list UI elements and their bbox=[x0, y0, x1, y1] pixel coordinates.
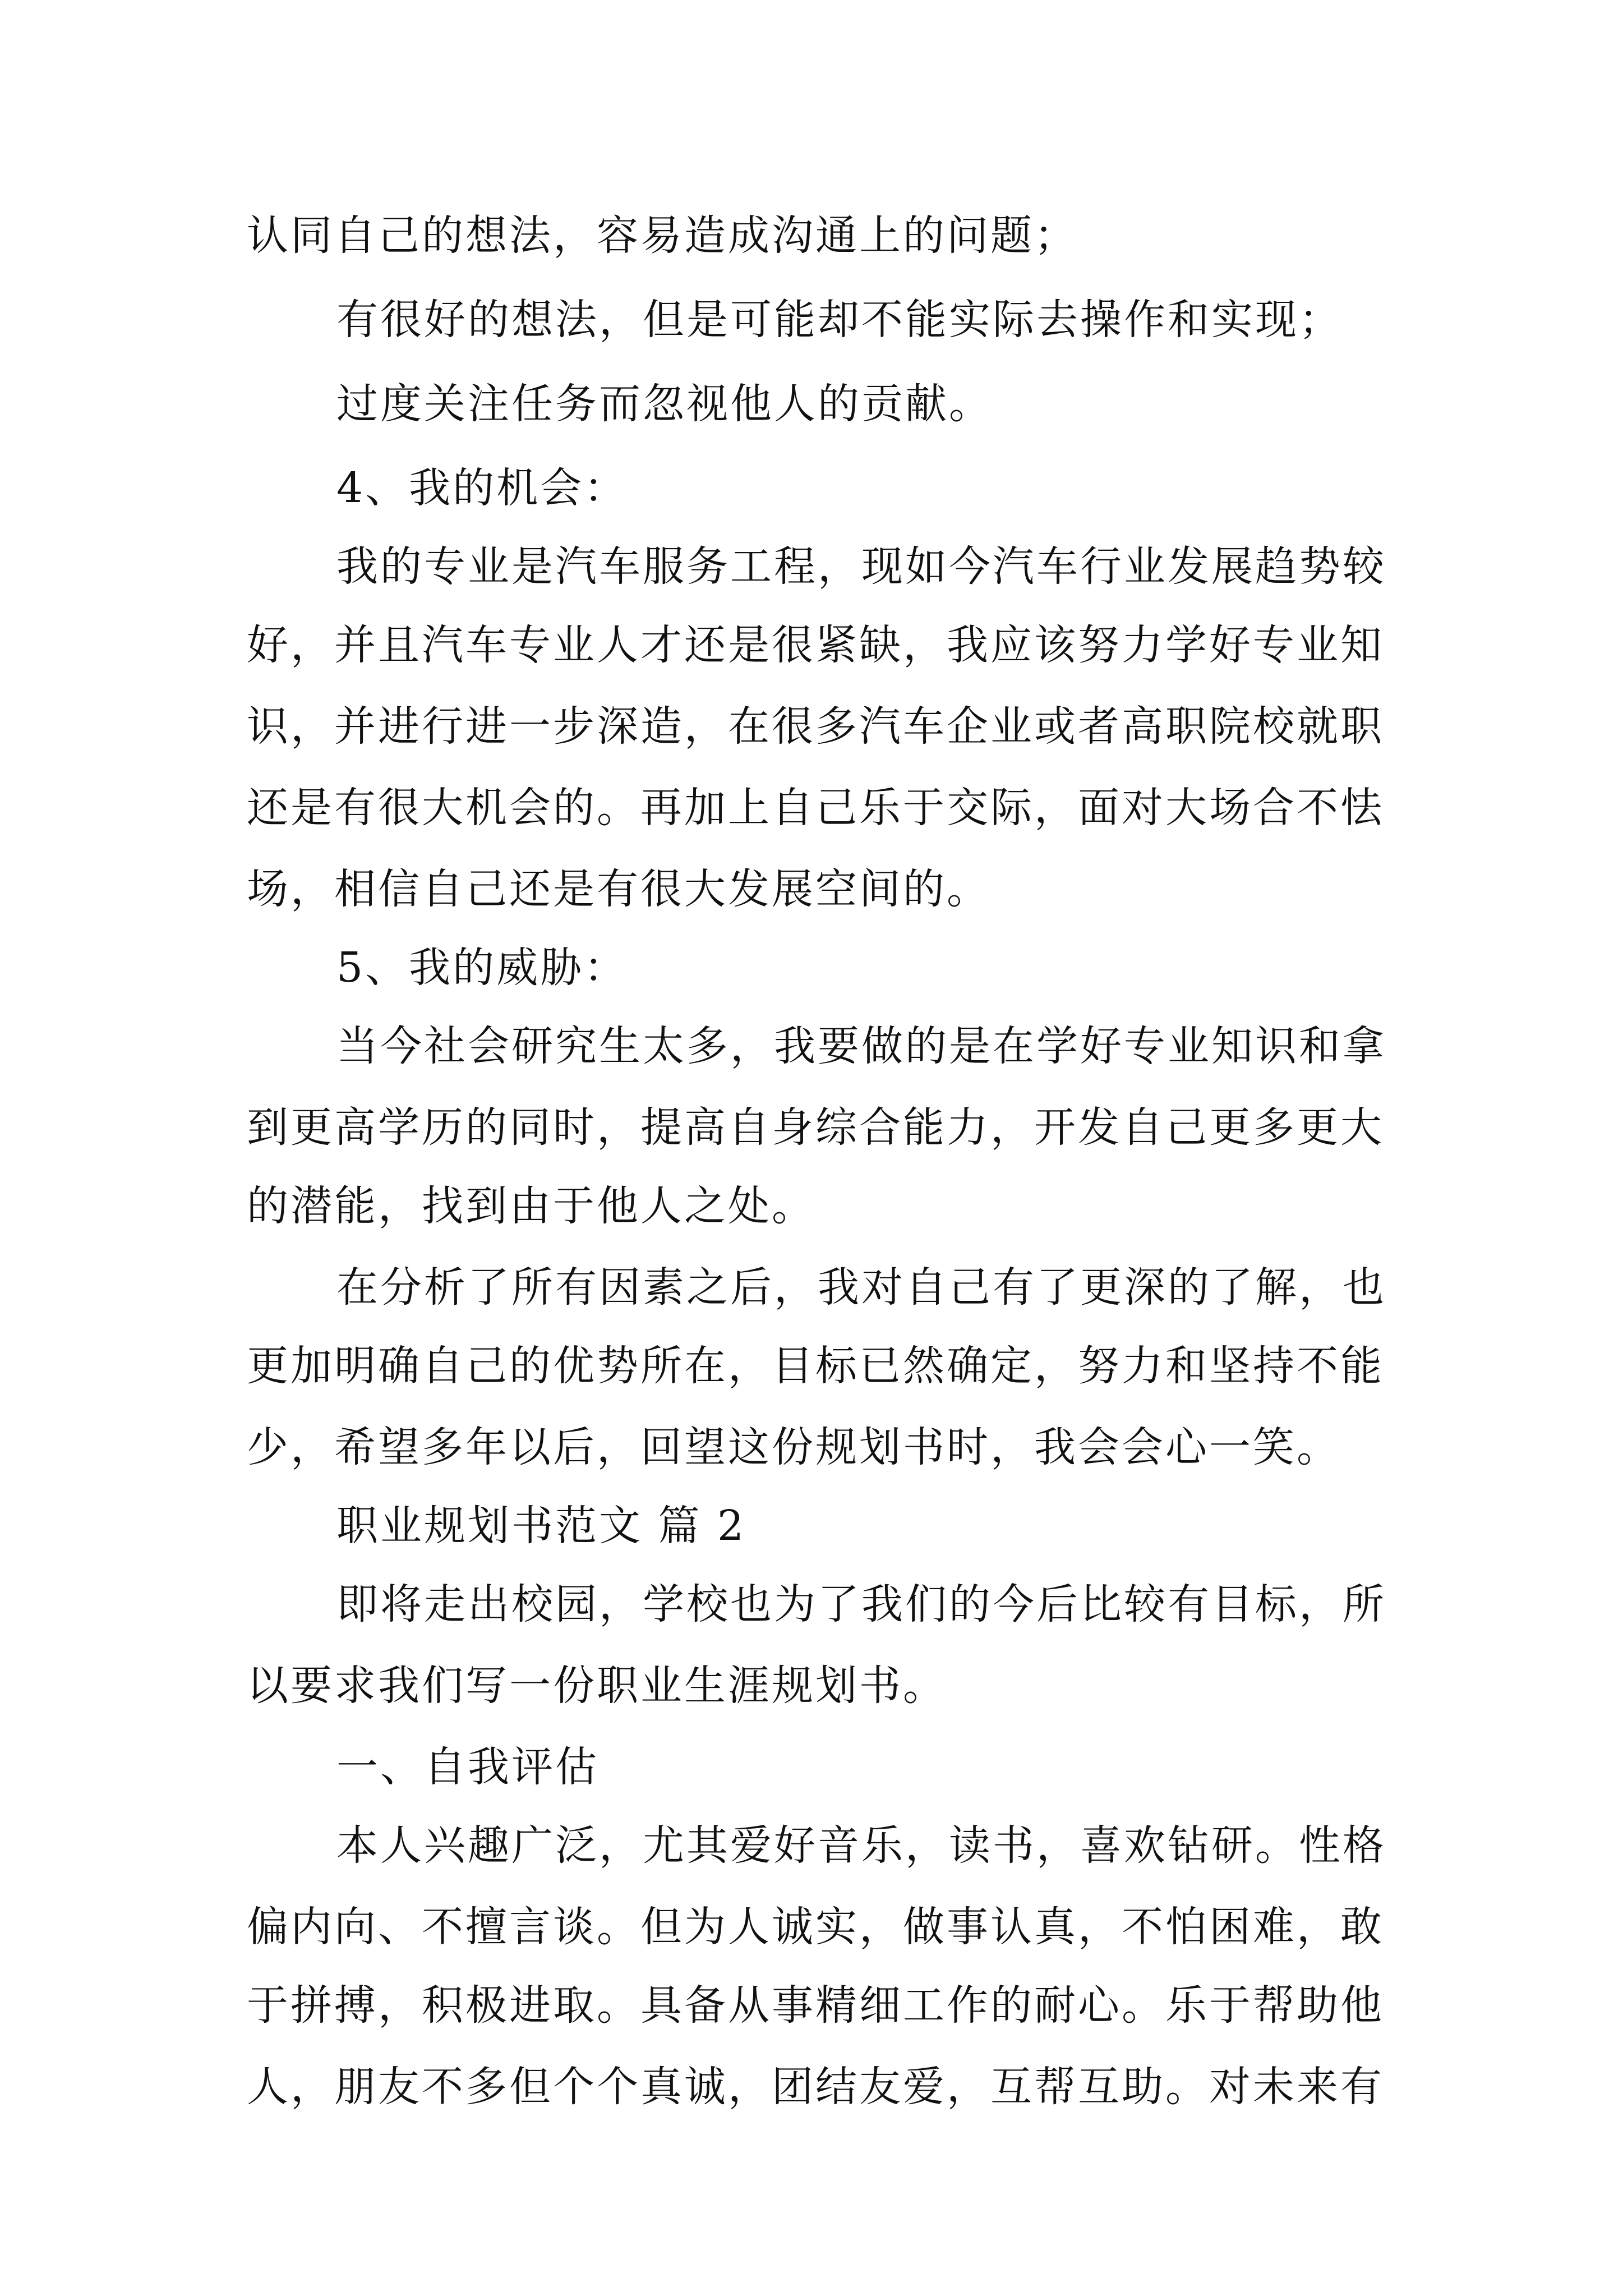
text-line: 识，并进行进一步深造，在很多汽车企业或者高职院校就职 bbox=[247, 702, 1384, 751]
section-heading: 5、我的威胁： bbox=[336, 944, 628, 992]
section-heading: 4、我的机会： bbox=[336, 464, 628, 512]
text-line: 即将走出校园，学校也为了我们的今后比较有目标，所 bbox=[336, 1580, 1386, 1628]
text-line: 还是有很大机会的。再加上自己乐于交际，面对大场合不怯 bbox=[247, 784, 1384, 832]
text-line: 场，相信自己还是有很大发展空间的。 bbox=[247, 865, 990, 913]
text-line: 偏内向、不擅言谈。但为人诚实，做事认真，不怕困难，敢 bbox=[247, 1903, 1384, 1951]
text-line: 在分析了所有因素之后，我对自己有了更深的了解，也 bbox=[336, 1263, 1386, 1312]
text-line: 到更高学历的同时，提高自身综合能力，开发自己更多更大 bbox=[247, 1103, 1384, 1152]
text-line: 少，希望多年以后，回望这份规划书时，我会会心一笑。 bbox=[247, 1423, 1340, 1471]
text-line: 本人兴趣广泛，尤其爱好音乐，读书，喜欢钻研。性格 bbox=[336, 1821, 1386, 1870]
text-line: 有很好的想法，但是可能却不能实际去操作和实现； bbox=[336, 296, 1343, 344]
article-heading: 职业规划书范文 篇 2 bbox=[336, 1502, 746, 1550]
text-line: 当今社会研究生太多，我要做的是在学好专业知识和拿 bbox=[336, 1022, 1386, 1070]
text-line: 更加明确自己的优势所在，目标已然确定，努力和坚持不能 bbox=[247, 1342, 1384, 1390]
text-line: 认同自己的想法，容易造成沟通上的问题； bbox=[247, 211, 1078, 260]
text-line: 我的专业是汽车服务工程，现如今汽车行业发展趋势较 bbox=[336, 542, 1386, 591]
text-line: 人，朋友不多但个个真诚，团结友爱，互帮互助。对未来有 bbox=[247, 2063, 1384, 2111]
text-line: 于拼搏，积极进取。具备从事精细工作的耐心。乐于帮助他 bbox=[247, 1981, 1384, 2030]
text-line: 以要求我们写一份职业生涯规划书。 bbox=[247, 1662, 947, 1710]
text-line: 的潜能，找到由于他人之处。 bbox=[247, 1182, 815, 1230]
text-line: 过度关注任务而忽视他人的贡献。 bbox=[336, 380, 993, 428]
text-line: 好，并且汽车专业人才还是很紧缺，我应该努力学好专业知 bbox=[247, 621, 1384, 669]
section-heading: 一、自我评估 bbox=[336, 1743, 599, 1791]
